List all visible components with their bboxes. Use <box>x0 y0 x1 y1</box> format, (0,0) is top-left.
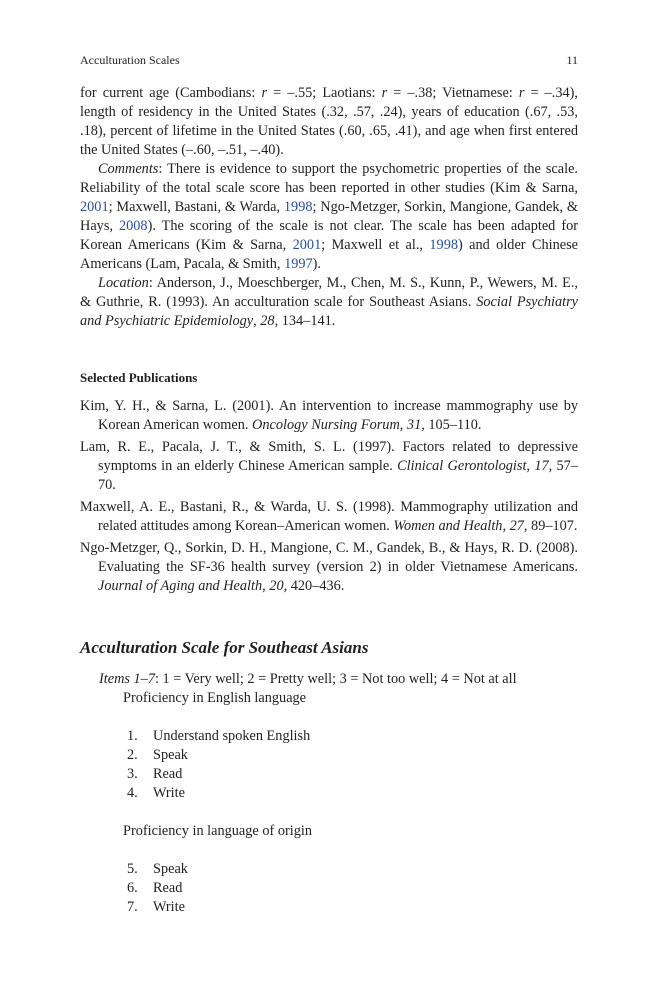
reference-journal: Women and Health, 27, <box>393 518 528 534</box>
stat-symbol: r <box>518 85 525 101</box>
reference-journal: Oncology Nursing Forum, 31, <box>252 417 425 433</box>
text-run: for current age (Cambodians: <box>80 85 262 101</box>
items-response-scale <box>99 670 578 689</box>
reference-pages: 420–436. <box>287 578 345 594</box>
items-label: Items 1–7 <box>99 671 155 687</box>
text-run: = –.34), length of residency in the United States (.32, .57, .24), years of education (.67, .53, .18), percent of lifetime in the United States (.60, .65, .41), and age when first entered the United States (–.60, –.51, –.40). <box>80 85 578 158</box>
reference-item <box>80 397 578 435</box>
text-run: : There is evidence to support the psychometric properties of the scale. Reliability of the total scale score has been reported in other studies (Kim & Sarna, <box>80 161 578 196</box>
text-run: ). The scoring of the scale is not clear. The scale has been adapted for Korean Americans (Kim & Sarna, <box>80 218 579 253</box>
scale-title: Acculturation Scale for Southeast Asians <box>80 638 369 657</box>
paragraph-correlations <box>80 84 578 160</box>
reference-pages: 57–70. <box>98 458 578 493</box>
reference-item <box>80 498 578 536</box>
item-number: 1. <box>127 728 138 744</box>
text-run: ). <box>312 256 322 272</box>
text-run: ; Ngo-Metzger, Sorkin, Mangione, Gandek, & Hays, <box>80 199 578 234</box>
response-options: : 1 = Very well; 2 = Pretty well; 3 = Not too well; 4 = Not at all <box>155 671 517 687</box>
item-label: Write <box>153 785 185 801</box>
text-run: ; Maxwell et al., <box>321 237 430 253</box>
origin-items-list <box>80 860 578 917</box>
item-label: Understand spoken English <box>153 728 311 744</box>
paragraph-comments <box>80 160 578 274</box>
reference-journal: Journal of Aging and Health, 20, <box>98 578 288 594</box>
english-items-list <box>80 727 578 803</box>
reference-pages: 105–110. <box>424 417 482 433</box>
paragraph-location <box>80 274 578 331</box>
volume: 28 <box>260 313 275 329</box>
item-number: 2. <box>127 747 138 763</box>
item-number: 5. <box>127 861 138 877</box>
citation-link[interactable]: 2001 <box>292 237 322 253</box>
text-run: ; Maxwell, Bastani, & Warda, <box>108 199 284 215</box>
item-label: Speak <box>153 861 188 877</box>
list-item <box>127 746 578 765</box>
text-run: : Anderson, J., Moeschberger, M., Chen, M. S., Kunn, P., Wewers, M. E., & Guthrie, R. (1993). An acculturation scale for Southeast Asians. <box>80 275 578 310</box>
stat-symbol: r <box>381 85 388 101</box>
selected-publications-heading: Selected Publications <box>80 370 198 385</box>
item-label: Read <box>153 766 183 782</box>
list-item <box>127 860 578 879</box>
location-label: Location <box>98 275 149 291</box>
text-run: = –.38; Vietnamese: <box>387 85 519 101</box>
reference-text: Kim, Y. H., & Sarna, L. (2001). An intervention to increase mammography use by Korean American women. <box>80 398 578 433</box>
text-run: = –.55; Laotians: <box>267 85 382 101</box>
list-item <box>127 898 578 917</box>
citation-link[interactable]: 1998 <box>283 199 313 215</box>
journal-title: Social Psychiatry and Psychiatric Epidemiology <box>80 294 578 329</box>
page-number: 11 <box>566 53 578 67</box>
reference-journal: Clinical Gerontologist, 17, <box>397 458 553 474</box>
reference-pages: 89–107. <box>527 518 578 534</box>
item-number: 7. <box>127 899 138 915</box>
reference-text: Ngo-Metzger, Q., Sorkin, D. H., Mangione, C. M., Gandek, B., & Hays, R. D. (2008). Evaluating the SF-36 health survey (version 2) in older Vietnamese Americans. <box>80 540 578 575</box>
reference-text: Lam, R. E., Pacala, J. T., & Smith, S. L. (1997). Factors related to depressive symptoms in an elderly Chinese American sample. <box>80 439 578 474</box>
running-header <box>80 52 578 68</box>
list-item <box>127 879 578 898</box>
list-item <box>127 784 578 803</box>
reference-list <box>80 397 578 596</box>
citation-link[interactable]: 2008 <box>118 218 148 234</box>
item-label: Read <box>153 880 183 896</box>
running-title: Acculturation Scales <box>80 53 180 67</box>
document-page <box>80 52 578 917</box>
body-text <box>80 84 578 331</box>
reference-item <box>80 438 578 495</box>
items-instructions <box>80 670 578 708</box>
english-section-heading: Proficiency in English language <box>123 690 307 706</box>
list-item <box>127 727 578 746</box>
citation-link[interactable]: 1998 <box>429 237 458 253</box>
item-number: 4. <box>127 785 138 801</box>
text-run: , <box>253 313 261 329</box>
item-label: Speak <box>153 747 188 763</box>
reference-text: Maxwell, A. E., Bastani, R., & Warda, U. S. (1998). Mammography utilization and related attitudes among Korean–American women. <box>80 499 578 534</box>
stat-symbol: r <box>261 85 268 101</box>
item-label: Write <box>153 899 185 915</box>
text-run: ) and older Chinese Americans (Lam, Pacala, & Smith, <box>80 237 579 272</box>
origin-section-heading: Proficiency in language of origin <box>123 823 312 839</box>
citation-link[interactable]: 2001 <box>80 199 109 215</box>
item-number: 3. <box>127 766 138 782</box>
comments-label: Comments <box>98 161 159 177</box>
citation-link[interactable]: 1997 <box>284 256 313 272</box>
list-item <box>127 765 578 784</box>
text-run: , 134–141. <box>274 313 336 329</box>
item-number: 6. <box>127 880 138 896</box>
reference-item <box>80 539 578 596</box>
